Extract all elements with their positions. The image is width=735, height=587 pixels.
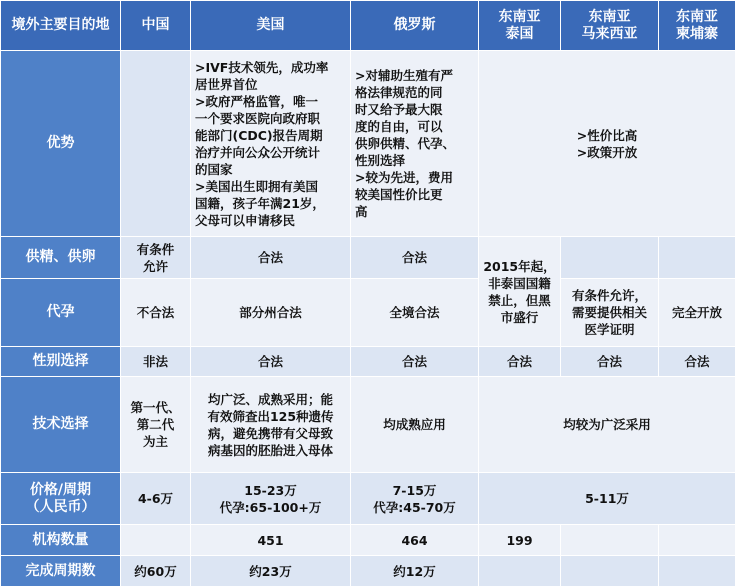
advantage-russia-line: 供卵供精、代孕、 [355, 135, 474, 152]
cycles-row [1, 556, 735, 587]
donation-russia: 合法 [351, 237, 479, 279]
advantage-usa-line: >美国出生即拥有美国 [195, 178, 346, 195]
advantage-russia-line: 较美国性价比更 [355, 186, 474, 203]
advantage-russia-line: 度的自由，可以 [355, 118, 474, 135]
donation-china-line: 允许 [125, 258, 186, 275]
surrogacy-usa: 部分州合法 [191, 279, 351, 347]
advantage-russia-line: 时又给予最大限 [355, 101, 474, 118]
advantage-usa-line: >政府严格监管，唯一 [195, 93, 346, 110]
surrogacy-malaysia [561, 279, 659, 347]
surrogacy-thailand-line: 2015年起， [483, 258, 556, 275]
surrogacy-thailand-line: 禁止，但黑 [483, 292, 556, 309]
surrogacy-malaysia-line: 医学证明 [565, 321, 654, 338]
gender-label: 性别选择 [1, 347, 121, 377]
header-malaysia [561, 1, 659, 51]
header-row [1, 1, 735, 51]
surrogacy-cambodia: 完全开放 [659, 279, 735, 347]
price-usa-line: 代孕:65-100+万 [195, 499, 346, 516]
advantage-usa-line: 父母可以申请移民 [195, 212, 346, 229]
institutions-label: 机构数量 [1, 525, 121, 556]
price-china: 4-6万 [121, 473, 191, 525]
surrogacy-thailand-line: 市盛行 [483, 309, 556, 326]
advantage-russia-line: 高 [355, 203, 474, 220]
advantage-china [121, 51, 191, 237]
institutions-row [1, 525, 735, 556]
surrogacy-malaysia-line: 需要提供相关 [565, 304, 654, 321]
header-malaysia-region: 东南亚 [565, 9, 654, 26]
gender-usa: 合法 [191, 347, 351, 377]
advantage-russia-line: >对辅助生殖有严 [355, 67, 474, 84]
surrogacy-thailand [479, 237, 561, 347]
institutions-thailand: 199 [479, 525, 561, 556]
institutions-china [121, 525, 191, 556]
institutions-usa: 451 [191, 525, 351, 556]
gender-malaysia: 合法 [561, 347, 659, 377]
advantage-russia-line: 性别选择 [355, 152, 474, 169]
advantage-usa-line: 治疗并向公众公开统计 [195, 144, 346, 161]
technique-usa [191, 377, 351, 473]
header-usa: 美国 [191, 1, 351, 51]
advantage-usa-line: 能部门(CDC)报告周期 [195, 127, 346, 144]
price-russia [351, 473, 479, 525]
advantage-russia-line: >较为先进，费用 [355, 169, 474, 186]
corner-header: 境外主要目的地 [1, 1, 121, 51]
institutions-malaysia [561, 525, 659, 556]
advantage-label: 优势 [1, 51, 121, 237]
surrogacy-russia: 全境合法 [351, 279, 479, 347]
institutions-russia: 464 [351, 525, 479, 556]
advantage-sea-line: >政策开放 [483, 144, 731, 161]
header-china: 中国 [121, 1, 191, 51]
advantage-usa [191, 51, 351, 237]
cycles-russia: 约12万 [351, 556, 479, 587]
institutions-cambodia [659, 525, 735, 556]
surrogacy-thailand-line: 非泰国国籍 [483, 275, 556, 292]
cycles-label: 完成周期数 [1, 556, 121, 587]
header-thailand-country: 泰国 [483, 26, 556, 43]
price-label-line: 价格/周期 [5, 482, 116, 499]
advantage-usa-line: 的国家 [195, 161, 346, 178]
price-usa [191, 473, 351, 525]
price-label-line: （人民币） [5, 499, 116, 516]
donation-usa: 合法 [191, 237, 351, 279]
header-russia: 俄罗斯 [351, 1, 479, 51]
header-thailand-region: 东南亚 [483, 9, 556, 26]
cycles-cambodia [659, 556, 735, 587]
header-cambodia-region: 东南亚 [663, 9, 731, 26]
surrogacy-malaysia-line: 有条件允许， [565, 287, 654, 304]
price-southeast-asia: 5-11万 [479, 473, 735, 525]
gender-russia: 合法 [351, 347, 479, 377]
cycles-thailand [479, 556, 561, 587]
advantage-russia [351, 51, 479, 237]
price-russia-line: 代孕:45-70万 [355, 499, 474, 516]
cycles-usa: 约23万 [191, 556, 351, 587]
technique-china-line: 为主 [125, 433, 186, 450]
donation-china [121, 237, 191, 279]
surrogacy-label: 代孕 [1, 279, 121, 347]
header-cambodia [659, 1, 735, 51]
gender-thailand: 合法 [479, 347, 561, 377]
price-usa-line: 15-23万 [195, 482, 346, 499]
technique-row [1, 377, 735, 473]
advantage-usa-line: 居世界首位 [195, 76, 346, 93]
header-thailand [479, 1, 561, 51]
technique-china-line: 第二代 [125, 416, 186, 433]
technique-southeast-asia: 均较为广泛采用 [479, 377, 735, 473]
donation-row [1, 237, 735, 279]
advantage-usa-line: 一个要求医院向政府职 [195, 110, 346, 127]
surrogacy-china: 不合法 [121, 279, 191, 347]
donation-china-line: 有条件 [125, 241, 186, 258]
surrogacy-row [1, 279, 735, 347]
header-malaysia-country: 马来西亚 [565, 26, 654, 43]
advantage-usa-line: >IVF技术领先，成功率 [195, 59, 346, 76]
technique-usa-line: 病，避免携带有父母致 [195, 425, 346, 442]
gender-china: 非法 [121, 347, 191, 377]
technique-usa-line: 病基因的胚胎进入母体 [195, 442, 346, 459]
gender-row [1, 347, 735, 377]
technique-russia: 均成熟应用 [351, 377, 479, 473]
gender-cambodia: 合法 [659, 347, 735, 377]
advantage-southeast-asia [479, 51, 735, 237]
advantage-usa-line: 国籍，孩子年满21岁， [195, 195, 346, 212]
header-cambodia-country: 柬埔寨 [663, 26, 731, 43]
price-russia-line: 7-15万 [355, 482, 474, 499]
donation-cambodia [659, 237, 735, 279]
price-label [1, 473, 121, 525]
technique-usa-line: 有效筛查出125种遗传 [195, 408, 346, 425]
advantage-row [1, 51, 735, 237]
technique-china-line: 第一代、 [125, 399, 186, 416]
cycles-malaysia [561, 556, 659, 587]
technique-usa-line: 均广泛、成熟采用；能 [195, 391, 346, 408]
advantage-russia-line: 格法律规范的同 [355, 84, 474, 101]
donation-malaysia [561, 237, 659, 279]
price-row [1, 473, 735, 525]
advantage-sea-line: >性价比高 [483, 127, 731, 144]
technique-label: 技术选择 [1, 377, 121, 473]
cycles-china: 约60万 [121, 556, 191, 587]
donation-label: 供精、供卵 [1, 237, 121, 279]
technique-china [121, 377, 191, 473]
